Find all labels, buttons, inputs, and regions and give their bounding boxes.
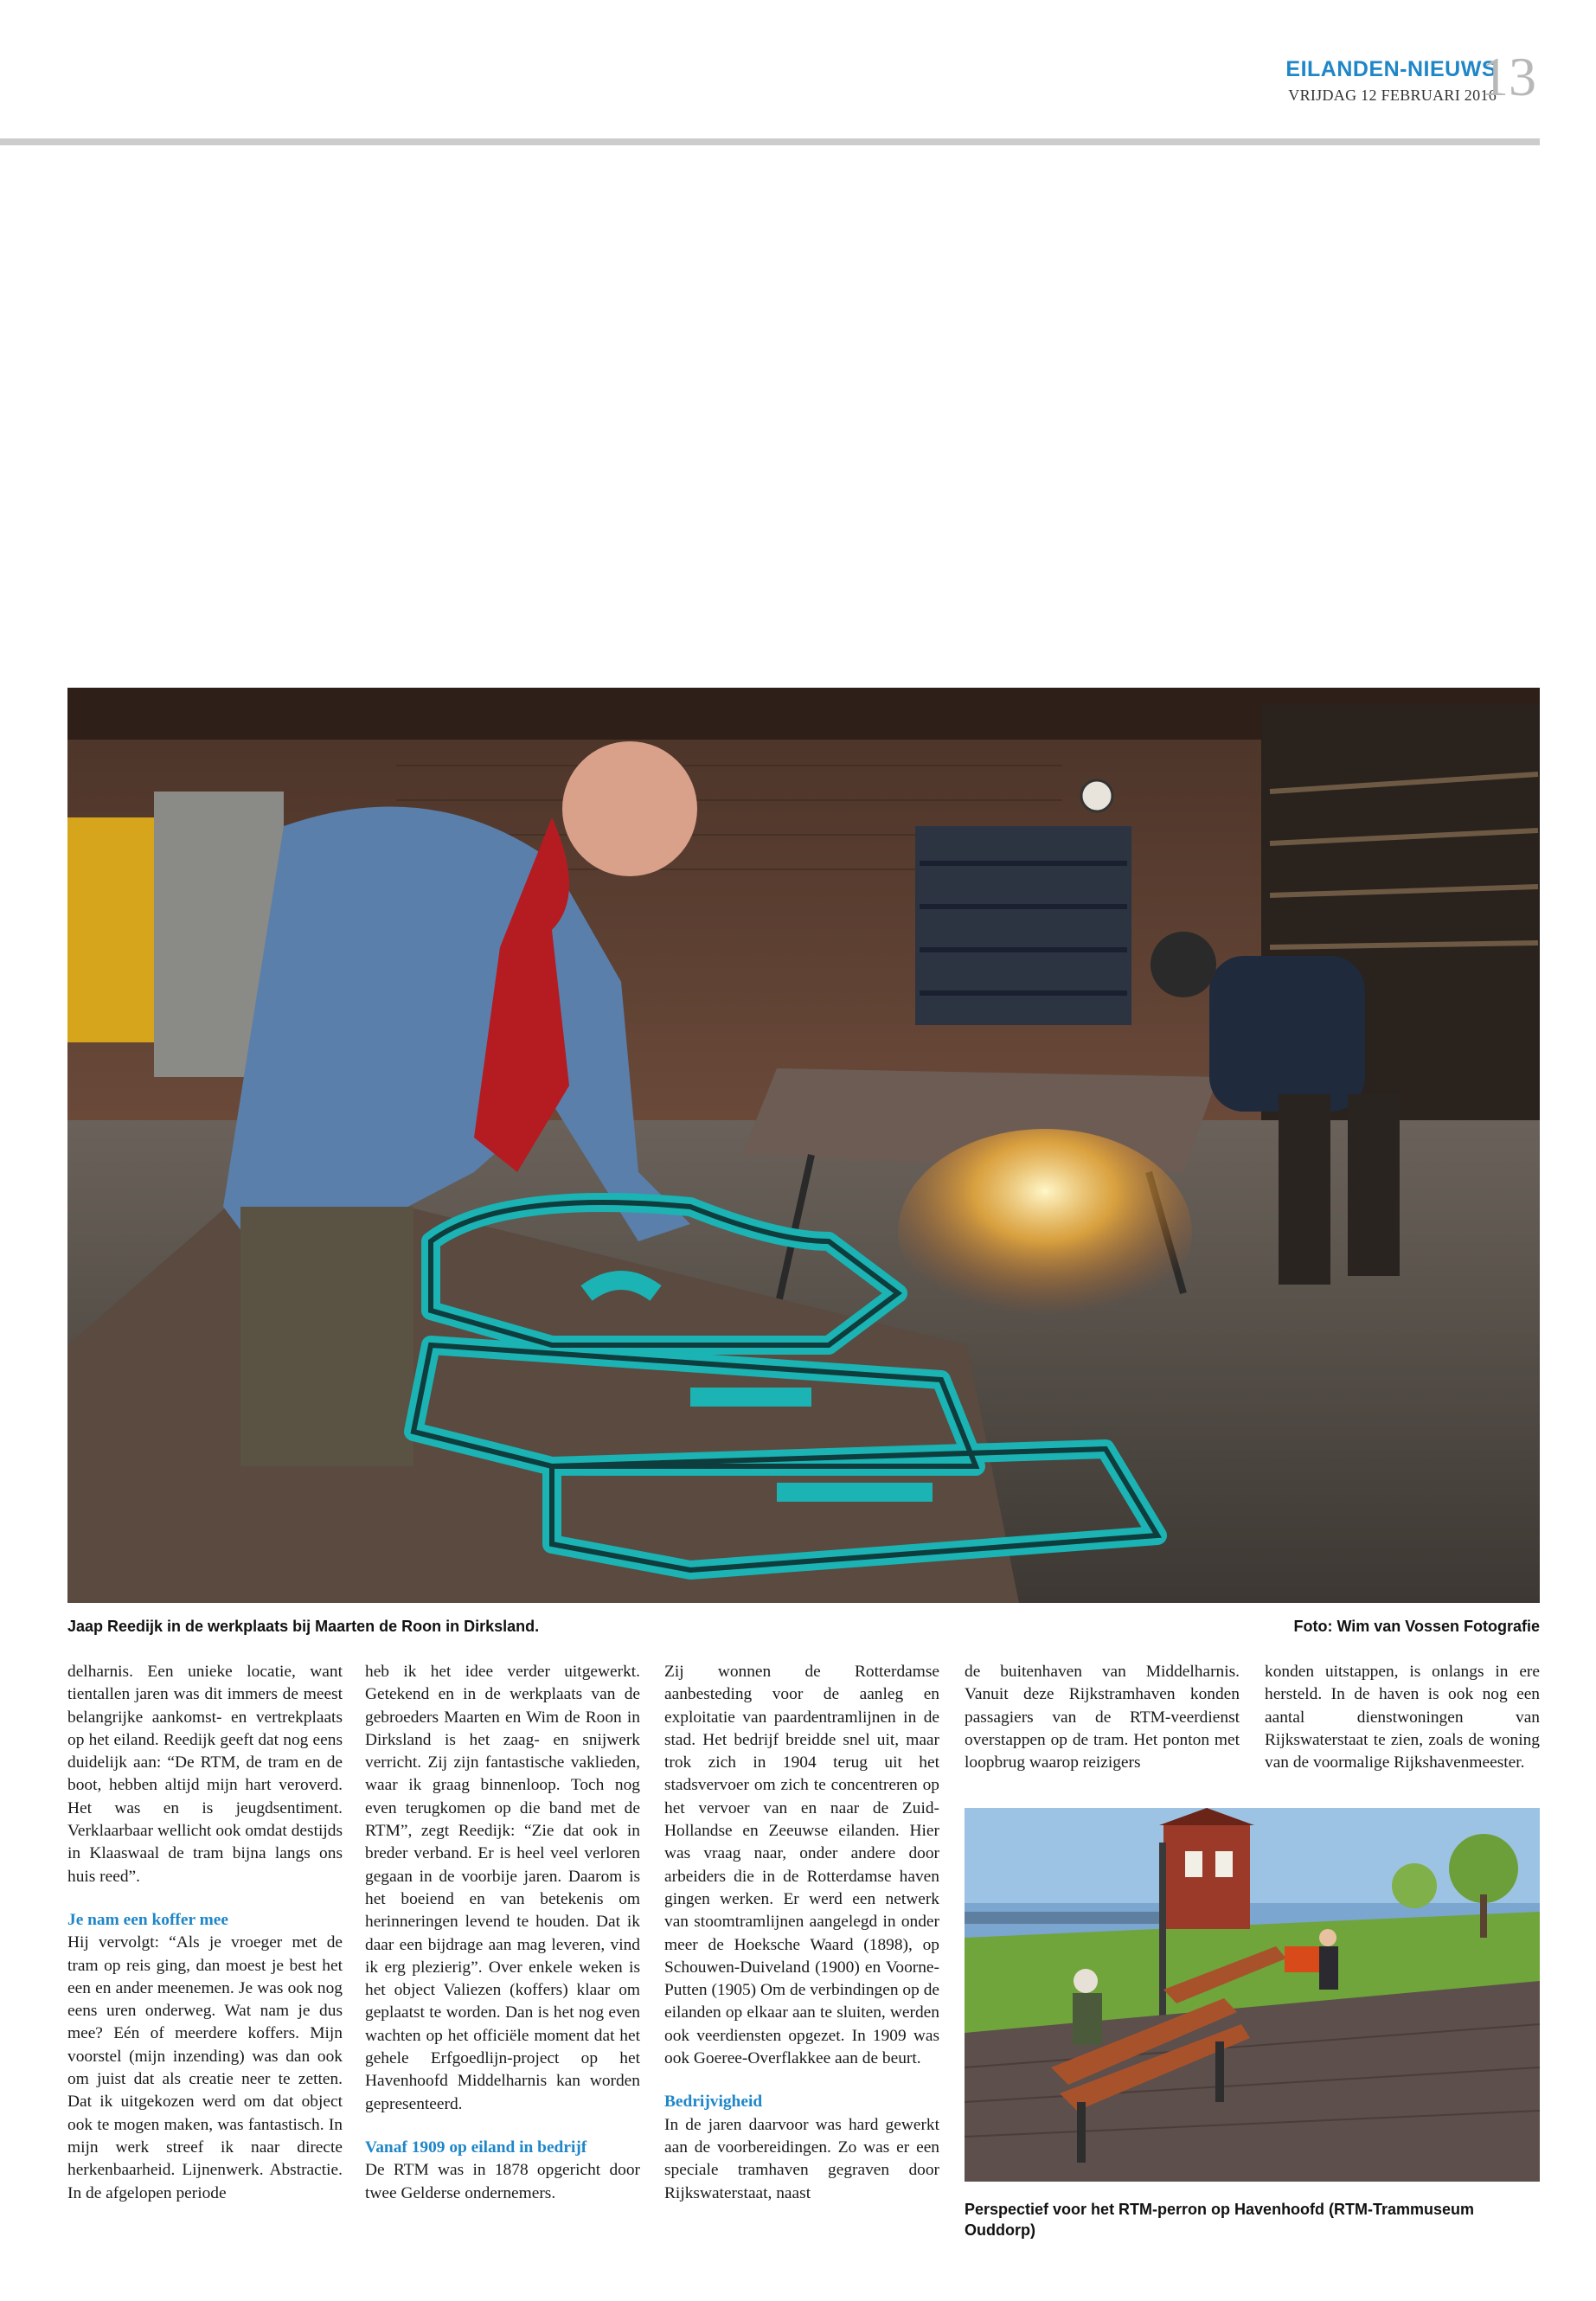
paragraph: In de jaren daarvoor was hard gewerkt aan de voorbereidingen. Zo was er een speciale tramhaven gegraven door Rijkswaterstaat, naast — [664, 2115, 939, 2202]
paragraph: de buitenhaven van Middelharnis. Vanuit deze Rijkstramhaven konden passagiers van de RTM-veerdienst overstappen op de tram. Het ponton met loopbrug waarop reizigers — [965, 1663, 1240, 1772]
workshop-photo — [67, 688, 1540, 1603]
paragraph: heb ik het idee verder uitgewerkt. Getekend en in de werkplaats van de gebroeders Maarten en Wim de Roon in Dirksland is het zaag- en snijwerk verricht. Zij zijn fantastische vaklieden, waar ik graag binnenloop. Toch nog even terugkomen op die band met de RTM”, zegt Reedijk: “Zie dat ook in breder verband. Er is heel veel verloren gegaan in de voorbije jaren. Daarom is het boeiend en van betekenis om herinneringen levend te houden. Dat ik daar een bijdrage aan mag leveren, vind ik erg plezierig”. Over enkele weken is het object Valiezen (koffers) klaar om geplaatst te worden. Dan is het nog even wachten op het officiële moment dat het gehele Erfgoedlijn-project op het Havenhoofd Middelharnis kan worden gepresenteerd. — [365, 1663, 640, 2113]
article-column-5 — [1265, 1661, 1540, 1774]
subheading: Je nam een koffer mee — [67, 1910, 228, 1929]
masthead — [0, 0, 1596, 147]
paragraph: delharnis. Een unieke locatie, want tientallen jaren was dit immers de meest belangrijke aankomst- en vertrekplaats op het eiland. Reedijk geeft dat nog eens duidelijk aan: “De RTM, de tram en de boot, hebben altijd mijn hart veroverd. Het was en is jeugdsentiment. Verklaarbaar wellicht ook omdat destijds in Klaaswaal de tram bijna langs ons huis reed”. — [67, 1663, 343, 1886]
article-column-1 — [67, 1661, 343, 2205]
header-rule — [0, 138, 1540, 145]
article-column-2 — [365, 1661, 640, 2205]
photo-caption: Jaap Reedijk in de werkplaats bij Maarten de Roon in Dirksland. — [67, 1618, 540, 1635]
article-column-4 — [965, 1661, 1240, 1774]
article-column-3 — [664, 1661, 939, 2205]
platform-render-image — [965, 1808, 1540, 2182]
paragraph: Hij vervolgt: “Als je vroeger met de tram op reis ging, dan moest je best het een en ander meenemen. Je was ook nog eens uren onderweg. Wat nam je dus mee? Eén of meerdere koffers. Mijn voorstel (mijn inzending) was dan ook om juist dat als creatie neer te zetten. Dat ik uitgekozen werd om dat object ook te mogen maken, was fantastisch. In mijn werk streef ik naar directe herkenbaarheid. Lijnenwerk. Abstractie. In de afgelopen periode — [67, 1933, 343, 2202]
page-number: 13 — [1481, 46, 1536, 107]
render-caption: Perspectief voor het RTM-perron op Havenhoofd (RTM-Trammuseum Ouddorp) — [965, 2201, 1475, 2239]
photo-credit: Foto: Wim van Vossen Fotografie — [1293, 1618, 1540, 1635]
paragraph: De RTM was in 1878 opgericht door twee Gelderse ondernemers. — [365, 2161, 640, 2202]
dateline: VRIJDAG 12 FEBRUARI 2016 — [1288, 87, 1497, 104]
paragraph: konden uitstappen, is onlangs in ere hersteld. In de haven is ook nog een aantal dienstwoningen van Rijkswaterstaat te zien, zoals de woning van de voormalige Rijkshavenmeester. — [1265, 1663, 1540, 1772]
paragraph: Zij wonnen de Rotterdamse aanbesteding voor de aanleg en exploitatie van paardentramlijnen in de stad. Het bedrijf breidde snel uit, maar trok zich in 1904 terug uit het stadsvervoer om zich te concentreren op het vervoer van en naar de Zuid-Hollandse en Zeeuwse eilanden. Hier was vraag naar, onder andere door arbeiders die in de Rotterdamse haven gingen werken. Er werd een netwerk van stoomtramlijnen aangelegd in onder meer de Hoeksche Waard (1898), op Schouwen-Duiveland (1900) en Voorne-Putten (1905) Om de verbindingen op de eilanden op elkaar aan te sluiten, werden ook veerdiensten opgezet. In 1909 was ook Goeree-Overflakkee aan de beurt. — [664, 1663, 939, 2068]
subheading: Vanaf 1909 op eiland in bedrijf — [365, 2138, 587, 2157]
subheading: Bedrijvigheid — [664, 2093, 763, 2112]
brand-logo: EILANDEN-NIEUWS — [1285, 57, 1497, 81]
